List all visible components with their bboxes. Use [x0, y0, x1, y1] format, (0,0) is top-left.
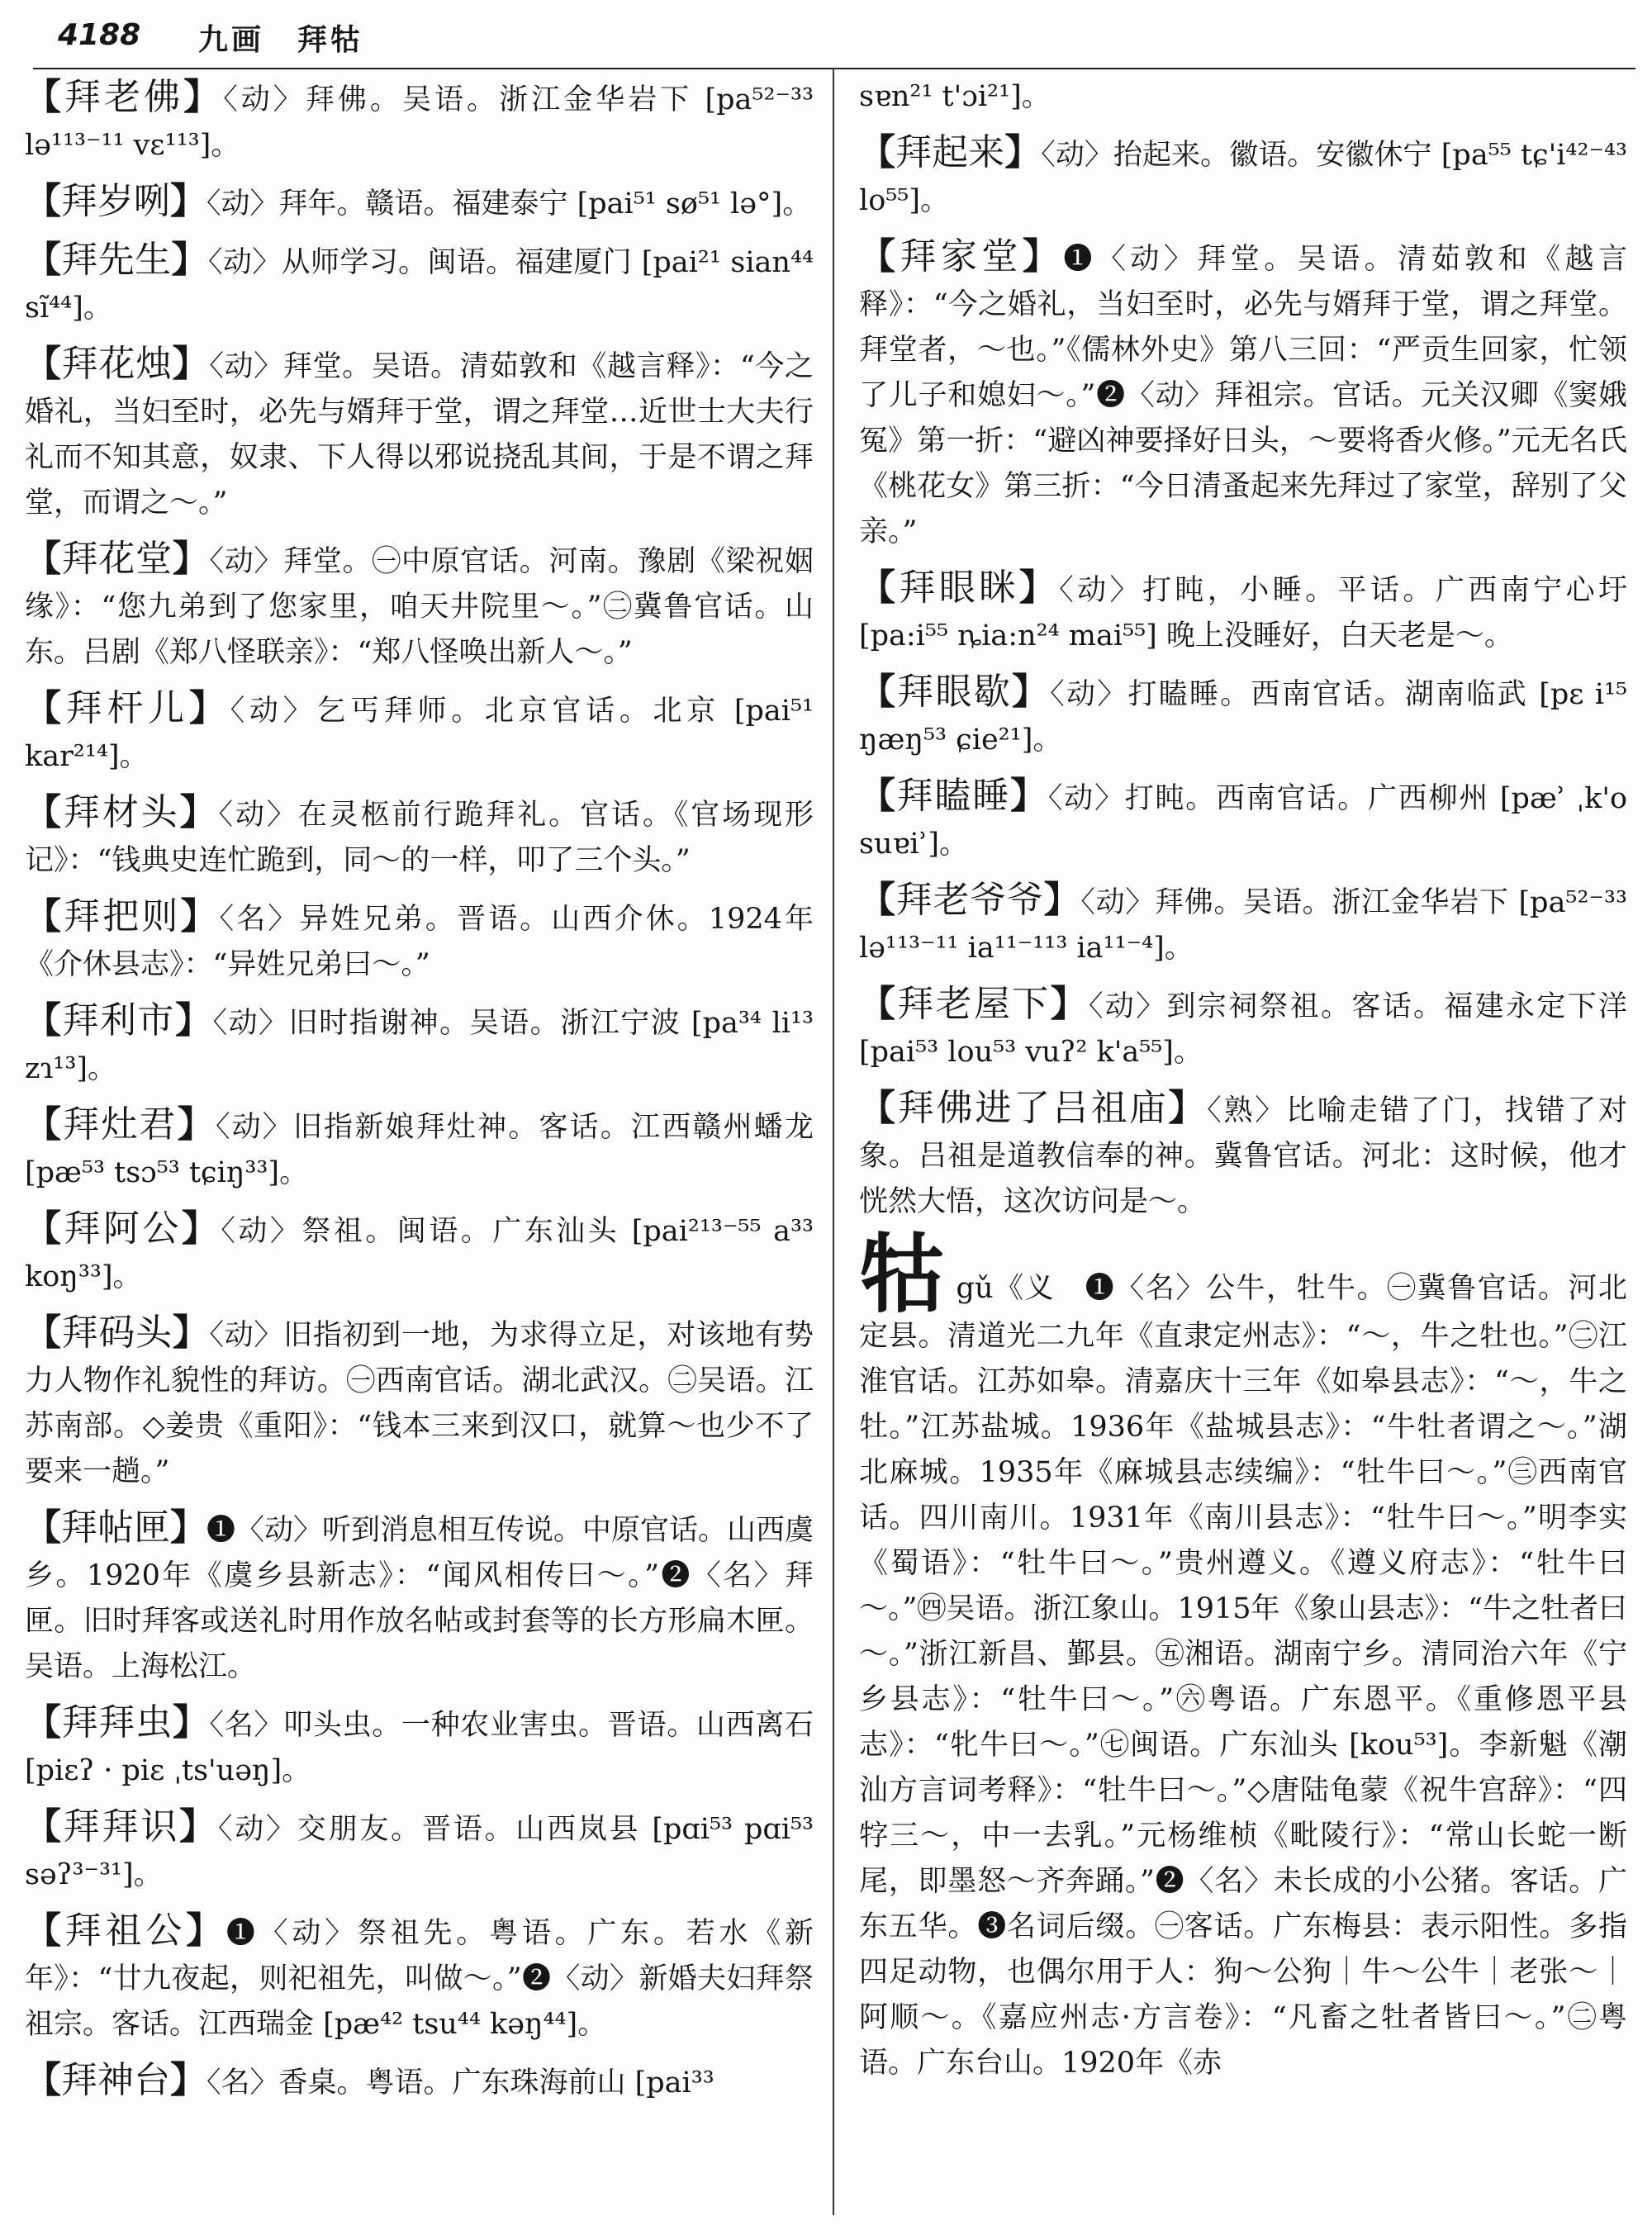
- entry-definition: 〈动〉到宗祠祭祖。客话。福建永定下洋 [pai⁵³ lou⁵³ vuʔ² k'a⁵⁵]。: [859, 990, 1628, 1069]
- entry-headword: 【拜眼歇】: [859, 671, 1051, 713]
- entry-headword: 【拜码头】: [25, 1312, 210, 1354]
- entry-definition: 〈名〉叩头虫。一种农业害虫。晋语。山西离石 [piɛʔ · piɛ ˌts'uəŋ]。: [25, 1709, 814, 1787]
- dictionary-entry: [859, 877, 1627, 971]
- dictionary-entry: [859, 130, 1627, 224]
- entry-definition: 〈名〉异姓兄弟。晋语。山西介休。1924年《介休县志》：“异姓兄弟曰～。”: [25, 903, 814, 981]
- entry-definition: 〈动〉拜佛。吴语。浙江金华岩下 [pa⁵²⁻³³ lə¹¹³⁻¹¹ ia¹¹⁻¹¹³ ia¹¹⁻⁴]。: [859, 886, 1628, 965]
- entry-headword: 【拜老爷爷】: [859, 879, 1081, 921]
- left-column: [25, 74, 814, 2116]
- entry-definition: 〈动〉拜年。赣语。福建泰宁 [pai⁵¹ sø⁵¹ lə°]。: [206, 187, 812, 221]
- entry-headword: 【拜花烛】: [25, 343, 210, 385]
- running-title: 九画 拜牯: [198, 22, 364, 57]
- dictionary-entry: [25, 178, 814, 227]
- dictionary-entry: [25, 1804, 814, 1898]
- entry-headword: 【拜神台】: [25, 2059, 206, 2101]
- dictionary-entry: [859, 565, 1627, 659]
- entry-headword: 【拜眼眯】: [859, 567, 1060, 609]
- entry-definition: ❶〈名〉公牛，牡牛。㊀冀鲁官话。河北定县。清道光二九年《直隶定州志》：“～，牛之牡也。”㊁江淮官话。江苏如皋。清嘉庆十三年《如皋县志》：“～，牛之牡。”江苏盐城。1936年《盐城县志》：“牛牡者谓之～。”湖北麻城。1935年《麻城县志续编》：“牡牛曰～。”㊂西南官话。四川南川。1931年《南川县志》：“牡牛曰～。”明李实《蜀语》：“牡牛曰～。”贵州遵义。《遵义府志》：“牡牛曰～。”㊃吴语。浙江象山。1915年《象山县志》：“牛之牡者曰～。”浙江新昌、鄞县。㊄湘语。湖南宁乡。清同治六年《宁乡县志》：“牡牛曰～。”㊅粤语。广东恩平。《重修恩平县志》：“牝牛曰～。”㊆闽语。广东汕头 [kou⁵³]。李新魁《潮汕方言词考释》：“牡牛曰～。”◇唐陆龟蒙《祝牛宫辞》：“四牸三～，中一去乳。”元杨维桢《毗陵行》：“常山长蛇一断尾，即墨怒～齐奔踊。”❷〈名〉未长成的小公猪。客话。广东五华。❸名词后缀。㊀客话。广东梅县：表示阳性。多指四足动物，也偶尔用于人：狗～公狗｜牛～公牛｜老张～｜阿顺～。《嘉应州志·方言卷》：“凡畜之牡者皆曰～。”㊁粤语。广东台山。1920年《赤: [859, 1272, 1627, 2080]
- entry-definition: 〈动〉拜堂。㊀中原官话。河南。豫剧《梁祝姻缘》：“您九弟到了您家里，咱天井院里～。”㊁冀鲁官话。山东。吕剧《郑八怪联亲》：“郑八怪唤出新人～。”: [25, 545, 814, 669]
- dictionary-entry: [25, 998, 814, 1092]
- entry-headword: 【拜起来】: [859, 131, 1042, 173]
- entry-headword: 【拜灶君】: [25, 1103, 216, 1146]
- dictionary-entry: [859, 234, 1627, 555]
- dictionary-entry: [859, 669, 1627, 763]
- dictionary-entry: [25, 1505, 814, 1690]
- entry-definition: 〈动〉拜佛。吴语。浙江金华岩下 [pa⁵²⁻³³ lə¹¹³⁻¹¹ vɛ¹¹³]。: [25, 83, 814, 162]
- entry-definition: 〈名〉香桌。粤语。广东珠海前山 [pai³³: [206, 2066, 714, 2100]
- entry-headword: 【拜把则】: [25, 895, 220, 937]
- entry-definition: 〈动〉打盹，小睡。平话。广西南宁心圩 [pa:i⁵⁵ ȵia:n²⁴ mai⁵⁵] 晚上没睡好，白天老是～。: [859, 574, 1628, 652]
- right-column: [859, 74, 1627, 2096]
- dictionary-entry: [859, 981, 1627, 1075]
- entry-headword: 【拜家堂】: [859, 235, 1064, 278]
- dictionary-entry: [25, 790, 814, 884]
- entry-definition: ❶〈动〉祭祖先。粤语。广东。若水《新年》：“廿九夜起，则祀祖先，叫做～。”❷〈动〉新婚夫妇拜祭祖宗。客话。江西瑞金 [pæ⁴² tsu⁴⁴ kəŋ⁴⁴]。: [25, 1917, 814, 2041]
- main-character: 牯: [859, 1223, 947, 1325]
- dictionary-entry: [859, 773, 1627, 867]
- entry-definition: 〈动〉旧指新娘拜灶神。客话。江西赣州蟠龙 [pæ⁵³ tsɔ⁵³ tɕiŋ³³]。: [25, 1111, 814, 1189]
- entry-headword: 【拜老佛】: [25, 76, 224, 118]
- entry-definition: 〈动〉抬起来。徽语。安徽休宁 [pa⁵⁵ tɕ'i⁴²⁻⁴³ lo⁵⁵]。: [859, 139, 1628, 217]
- entry-headword: 【拜拜识】: [25, 1805, 218, 1848]
- entry-headword: 【拜材头】: [25, 791, 219, 833]
- entry-headword: 【拜瞌睡】: [859, 775, 1048, 817]
- entry-headword: 【拜阿公】: [25, 1208, 221, 1250]
- dictionary-entry: [25, 686, 814, 780]
- entry-headword: 【拜佛进了吕祖庙】: [859, 1087, 1208, 1129]
- entry-definition: ❶〈动〉拜堂。吴语。清茹敦和《越言释》：“今之婚礼，当妇至时，必先与婿拜于堂，谓之拜堂。拜堂者，～也。”《儒林外史》第八三回：“严贡生回家，忙领了儿子和媳妇～。”❷〈动〉拜祖宗。官话。元关汉卿《窦娥冤》第一折：“避凶神要择好日头，～要将香火修。”元无名氏《桃花女》第三折：“今日清蚤起来先拜过了家堂，辞别了父亲。”: [859, 243, 1628, 548]
- dictionary-entry: [25, 1700, 814, 1794]
- entry-definition: ❶〈动〉听到消息相互传说。中原官话。山西虞乡。1920年《虞乡县新志》：“闻风相传曰～。”❷〈名〉拜匣。旧时拜客或送礼时用作放名帖或封套等的长方形扁木匣。吴语。上海松江。: [25, 1514, 814, 1683]
- entry-headword: 【拜祖公】: [25, 1910, 226, 1952]
- entry-definition: 〈动〉在灵柩前行跪拜礼。官话。《官场现形记》：“钱典史连忙跪到，同～的一样，叩了三个头。”: [25, 799, 814, 877]
- entry-headword: 【拜岁咧】: [25, 180, 206, 222]
- entry-headword: 【拜老屋下】: [859, 983, 1089, 1025]
- dictionary-entry: [25, 74, 814, 168]
- entry-definition: 〈动〉交朋友。晋语。山西岚县 [pɑi⁵³ pɑi⁵³ səʔ³⁻³¹]。: [25, 1813, 814, 1891]
- dictionary-entry: [859, 1085, 1627, 1225]
- column-divider: [833, 68, 834, 2215]
- dictionary-entry: [25, 1206, 814, 1300]
- entry-headword: 【拜利市】: [25, 999, 213, 1041]
- entry-definition: 〈动〉从师学习。闽语。福建厦门 [pai²¹ sian⁴⁴ sĩ⁴⁴]。: [25, 246, 814, 325]
- entry-definition: sɐn²¹ t'ɔi²¹]。: [859, 80, 1051, 113]
- entry-headword: 【拜拜虫】: [25, 1701, 210, 1744]
- main-character-entry: [859, 1223, 1627, 2086]
- dictionary-entry-continuation: [859, 74, 1627, 120]
- entry-definition: 〈动〉打瞌睡。西南官话。湖南临武 [pɛ i¹⁵ ŋæŋ⁵³ ɕie²¹]。: [859, 678, 1628, 757]
- dictionary-entry: [25, 1310, 814, 1495]
- entry-headword: 【拜杆儿】: [25, 687, 230, 729]
- dictionary-entry: [25, 1908, 814, 2047]
- dictionary-entry: [25, 894, 814, 988]
- dictionary-entry: [25, 237, 814, 331]
- dictionary-entry: [25, 536, 814, 676]
- dictionary-entry: [25, 1102, 814, 1196]
- entry-definition: 〈动〉旧指初到一地，为求得立足，对该地有势力人物作礼貌性的拜访。㊀西南官话。湖北武汉。㊁吴语。江苏南部。◇姜贵《重阳》：“钱本三来到汉口，就算～也少不了要来一趟。”: [25, 1319, 814, 1488]
- entry-definition: 〈动〉打盹。西南官话。广西柳州 [pæʾ ˌk'o suɐiʾ]。: [859, 782, 1628, 861]
- entry-definition: 〈熟〉比喻走错了门，找错了对象。吕祖是道教信奉的神。冀鲁官话。河北：这时候，他才恍然大悟，这次访问是～。: [859, 1094, 1628, 1218]
- dictionary-entry: [25, 2057, 814, 2106]
- entry-definition: 〈动〉拜堂。吴语。清茹敦和《越言释》：“今之婚礼，当妇至时，必先与婿拜于堂，谓之拜堂…近世士大夫行礼而不知其意，奴隶、下人得以邪说挠乱其间，于是不谓之拜堂，而谓之～。”: [25, 350, 814, 520]
- entry-definition: 〈动〉旧时指谢神。吴语。浙江宁波 [pa³⁴ li¹³ zɿ¹³]。: [25, 1007, 814, 1085]
- entry-definition: 〈动〉祭祖。闽语。广东汕头 [pai²¹³⁻⁵⁵ a³³ koŋ³³]。: [25, 1215, 814, 1293]
- entry-definition: 〈动〉乞丐拜师。北京官话。北京 [pai⁵¹ kar²¹⁴]。: [25, 695, 814, 773]
- entry-headword: 【拜先生】: [25, 239, 208, 281]
- page-number: 4188: [58, 18, 141, 52]
- dictionary-entry: [25, 341, 814, 526]
- entry-headword: 【拜花堂】: [25, 538, 210, 580]
- pronunciation: gǔ《义: [956, 1272, 1056, 1305]
- entry-headword: 【拜帖匣】: [25, 1506, 206, 1549]
- page-header: [33, 8, 1635, 69]
